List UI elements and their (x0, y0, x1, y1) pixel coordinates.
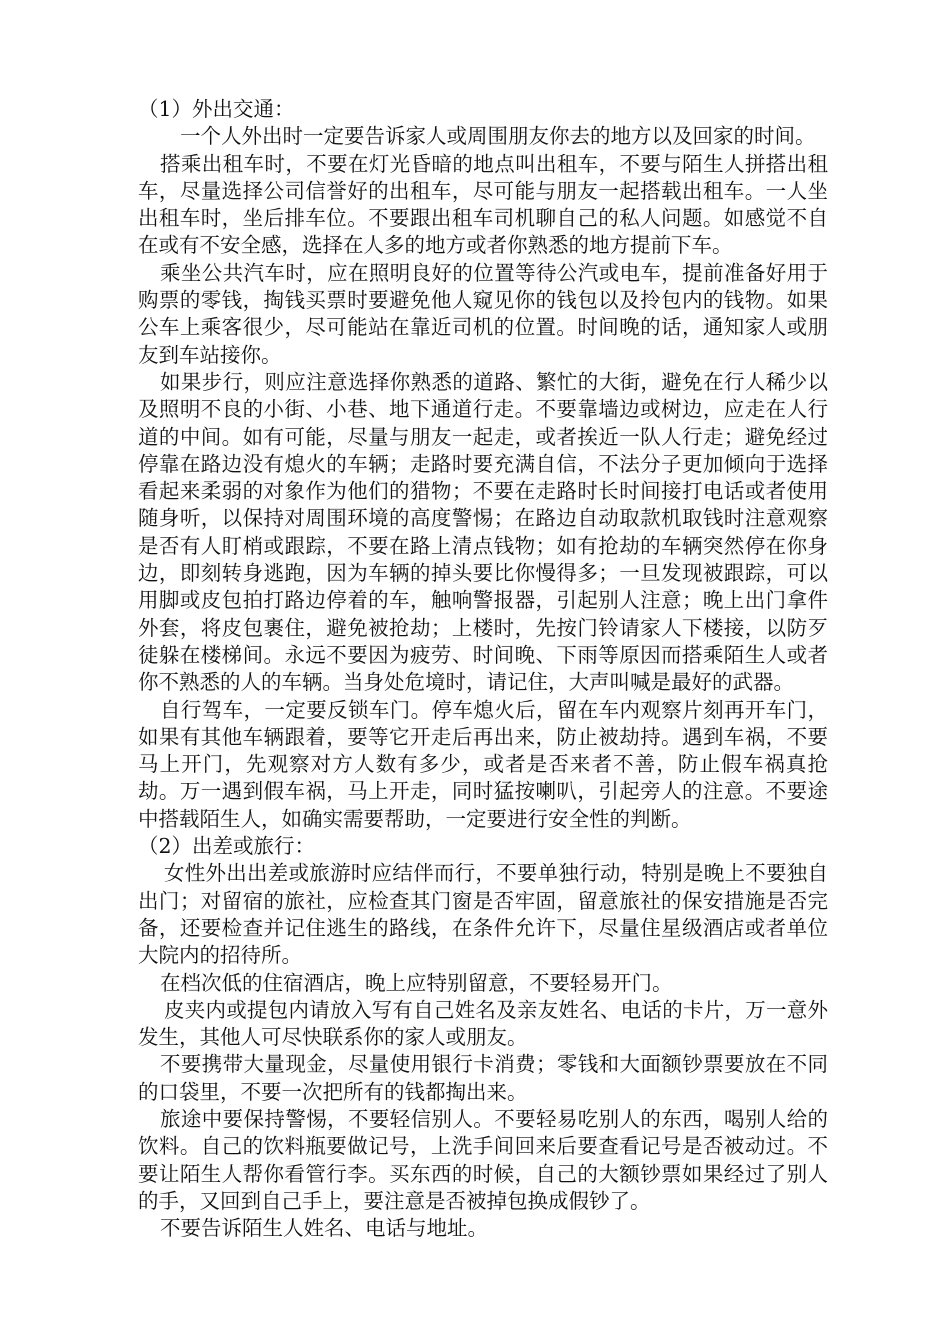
paragraph-taxi: 搭乘出租车时，不要在灯光昏暗的地点叫出租车，不要与陌生人拼搭出租车，尽量选择公司信誉好的出租车，尽可能与朋友一起搭载出租车。一人坐出租车时，坐后排车位。不要跟出租车司机聊自己的私人问题。如感觉不自在或有不安全感，选择在人多的地方或者你熟悉的地方提前下车。 (138, 151, 828, 258)
paragraph-cash: 不要携带大量现金，尽量使用银行卡消费；零钱和大面额钞票要放在不同的口袋里，不要一次把所有的钱都掏出来。 (138, 1052, 828, 1104)
paragraph-tell-family: 一个人外出时一定要告诉家人或周围朋友你去的地方以及回家的时间。 (180, 124, 816, 149)
section-heading-transport: （1）外出交通： (138, 97, 295, 121)
paragraph-contact-card: 皮夹内或提包内请放入写有自己姓名及亲友姓名、电话的卡片，万一意外发生，其他人可尽快联系你的家人或朋友。 (138, 997, 828, 1050)
paragraph-bus: 乘坐公共汽车时，应在照明良好的位置等待公汽或电车，提前准备好用于购票的零钱，掏钱买票时要避免他人窥见你的钱包以及拎包内的钱物。如果公车上乘客很少，尽可能站在靠近司机的位置。时间晚的话，通知家人或朋友到车站接你。 (138, 260, 828, 367)
document-page (138, 96, 828, 1242)
paragraph-vigilance: 旅途中要保持警惕，不要轻信别人。不要轻易吃别人的东西，喝别人给的饮料。自己的饮料瓶要做记号，上洗手间回来后要查看记号是否被动过。不要让陌生人帮你看管行李。买东西的时候，自己的大额钞票如果经过了别人的手，又回到自己手上，要注意是否被掉包换成假钞了。 (138, 1106, 828, 1213)
paragraph-travel-companion: 女性外出出差或旅游时应结伴而行，不要单独行动，特别是晚上不要独自出门；对留宿的旅社，应检查其门窗是否牢固，留意旅社的保安措施是否完备，还要检查并记住逃生的路线，在条件允许下，尽量住星级酒店或者单位大院内的招待所。 (138, 861, 828, 968)
paragraph-low-grade-hotel: 在档次低的住宿酒店，晚上应特别留意，不要轻易开门。 (160, 970, 673, 995)
paragraph-personal-info: 不要告诉陌生人姓名、电话与地址。 (160, 1216, 488, 1241)
paragraph-walking: 如果步行，则应注意选择你熟悉的道路、繁忙的大街，避免在行人稀少以及照明不良的小街、小巷、地下通道行走。不要靠墙边或树边，应走在人行道的中间。如有可能，尽量与朋友一起走，或者挨近一队人行走；避免经过停靠在路边没有熄火的车辆；走路时要充满自信，不法分子更加倾向于选择看起来柔弱的对象作为他们的猎物；不要在走路时长时间接打电话或者使用随身听，以保持对周围环境的高度警惕；在路边自动取款机取钱时注意观察是否有人盯梢或跟踪，不要在路上清点钱物；如有抢劫的车辆突然停在你身边，即刻转身逃跑，因为车辆的掉头要比你慢得多；一旦发现被跟踪，可以用脚或皮包拍打路边停着的车，触响警报器，引起别人注意；晚上出门拿件外套，将皮包裹住，避免被抢劫；上楼时，先按门铃请家人下楼接，以防歹徒躲在楼梯间。永远不要因为疲劳、时间晚、下雨等原因而搭乘陌生人或者你不熟悉的人的车辆。当身处危境时，请记住，大声叫喊是最好的武器。 (138, 369, 828, 695)
paragraph-driving: 自行驾车，一定要反锁车门。停车熄火后，留在车内观察片刻再开车门，如果有其他车辆跟着，要等它开走后再出来，防止被劫持。遇到车祸，不要马上开门，先观察对方人数有多少，或者是否来者不善，防止假车祸真抢劫。万一遇到假车祸，马上开走，同时猛按喇叭，引起旁人的注意。不要途中搭载陌生人，如确实需要帮助，一定要进行安全性的判断。 (138, 697, 828, 831)
section-heading-travel: （2）出差或旅行： (138, 834, 316, 859)
